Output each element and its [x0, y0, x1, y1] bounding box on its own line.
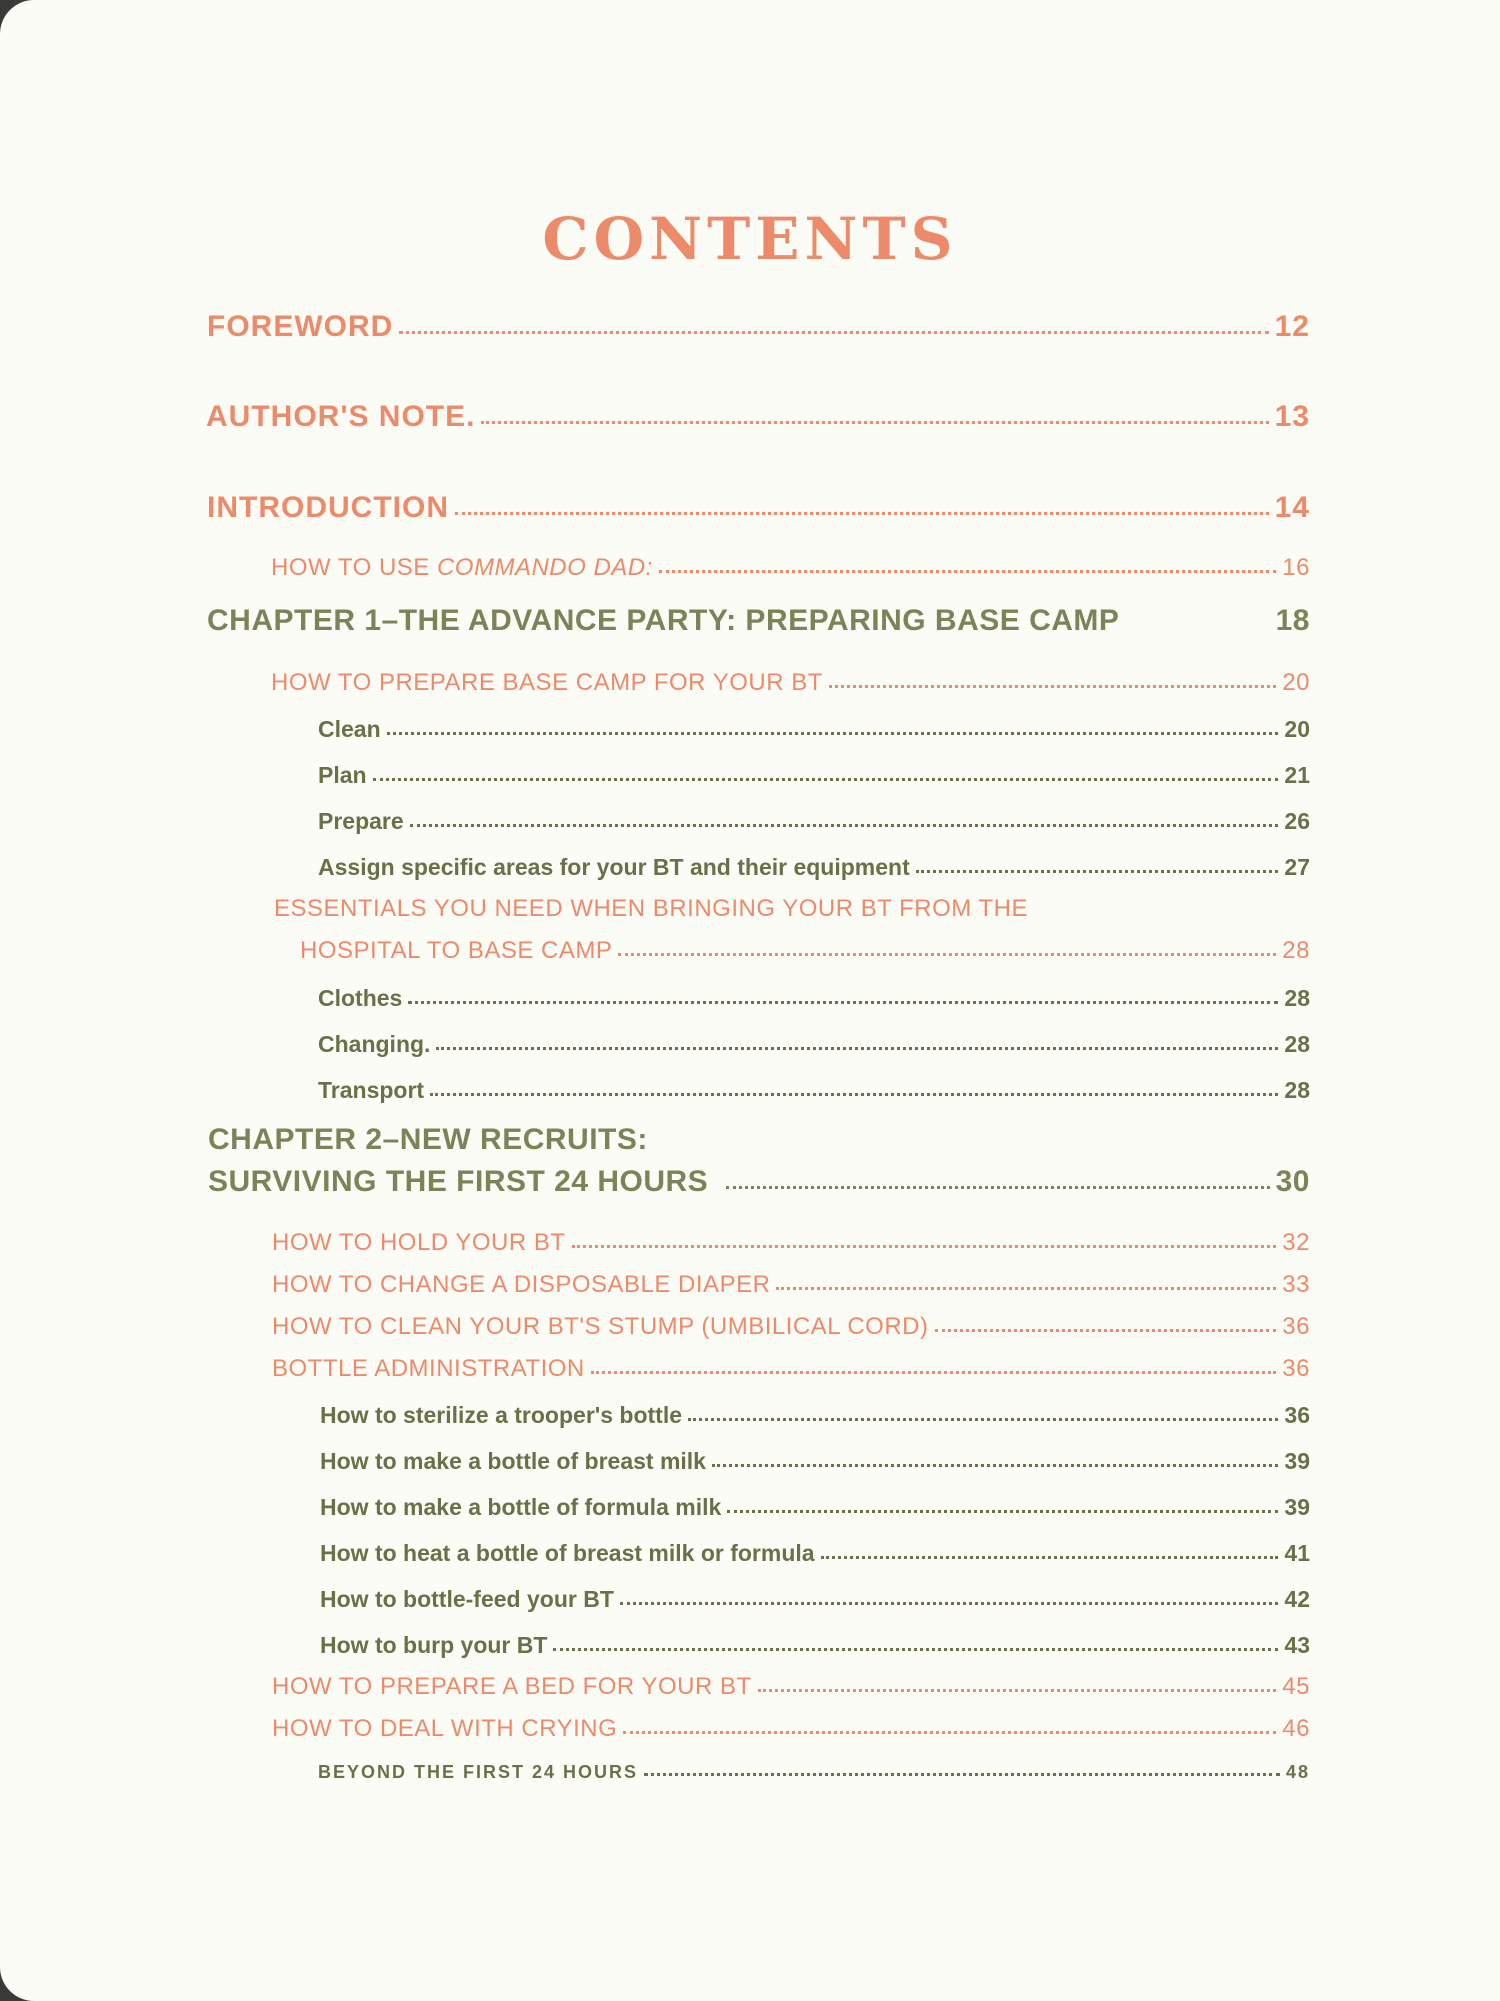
toc-entry-label: Changing. [318, 1031, 431, 1057]
toc-entry-sterilize[interactable] [320, 1402, 1310, 1429]
toc-entry-label: SURVIVING THE FIRST 24 HOURS [208, 1165, 709, 1198]
toc-entry-clothes[interactable] [318, 985, 1310, 1012]
toc-entry-prepare[interactable] [318, 808, 1310, 835]
toc-entry-label: HOW TO CLEAN YOUR BT'S STUMP (UMBILICAL CORD) [272, 1313, 929, 1340]
toc-entry-breast-milk[interactable] [320, 1448, 1310, 1475]
toc-entry-label: HOW TO DEAL WITH CRYING [272, 1715, 618, 1742]
toc-page-number: 33 [1282, 1271, 1310, 1298]
dot-leader [916, 870, 1279, 873]
toc-entry-transport[interactable] [318, 1077, 1310, 1104]
dot-leader [688, 1418, 1278, 1421]
dot-leader [623, 1731, 1276, 1734]
dot-leader [618, 953, 1276, 956]
dot-leader [776, 1287, 1276, 1290]
toc-entry-heat[interactable] [320, 1540, 1310, 1567]
toc-page-number: 43 [1284, 1632, 1310, 1658]
toc-entry-label: Clothes [318, 985, 403, 1011]
dot-leader [408, 1001, 1278, 1004]
toc-entry-label: How to make a bottle of breast milk [320, 1448, 706, 1474]
toc-page-number: 39 [1284, 1494, 1310, 1520]
toc-page-number: 36 [1282, 1313, 1310, 1340]
toc-entry-label: HOSPITAL TO BASE CAMP [300, 937, 613, 964]
toc-entry-introduction[interactable] [207, 491, 1310, 525]
toc-entry-label: HOW TO PREPARE BASE CAMP FOR YOUR BT [271, 669, 823, 696]
toc-page-number: 20 [1284, 716, 1310, 742]
dot-leader [373, 778, 1279, 781]
toc-entry-label: HOW TO PREPARE A BED FOR YOUR BT [272, 1673, 752, 1700]
toc-chapter-1[interactable] [207, 604, 1310, 638]
toc-entry-diaper[interactable] [272, 1271, 1310, 1299]
toc-page-number: 36 [1282, 1355, 1310, 1382]
toc-entry-plan[interactable] [318, 762, 1310, 789]
toc-page-number: 28 [1282, 937, 1310, 964]
dot-leader [387, 732, 1279, 735]
toc-entry-bottle-administration[interactable] [272, 1355, 1310, 1383]
toc-entry-label: Assign specific areas for your BT and their equipment [318, 854, 910, 880]
toc-page-number: 36 [1284, 1402, 1310, 1428]
toc-entry-label: HOW TO CHANGE A DISPOSABLE DIAPER [272, 1271, 771, 1298]
dot-leader [659, 570, 1276, 573]
toc-entry-label: How to bottle-feed your BT [320, 1586, 614, 1612]
toc-entry-label: How to heat a bottle of breast milk or formula [320, 1540, 815, 1566]
toc-entry-label: Clean [318, 716, 381, 742]
toc-entry-essentials-line1[interactable]: ESSENTIALS YOU NEED WHEN BRINGING YOUR BT FROM THE [274, 895, 1029, 922]
dot-leader [644, 1773, 1280, 1776]
toc-chapter-2-line1[interactable]: CHAPTER 2–NEW RECRUITS: [208, 1123, 648, 1156]
page-title: CONTENTS [542, 205, 958, 273]
toc-entry-changing[interactable] [318, 1031, 1310, 1058]
toc-entry-label: FOREWORD [207, 310, 394, 343]
toc-page-number: 30 [1275, 1165, 1310, 1198]
toc-page-number: 32 [1282, 1229, 1310, 1256]
toc-entry-formula-milk[interactable] [320, 1494, 1310, 1521]
dot-leader [821, 1556, 1279, 1559]
toc-page-number: 46 [1282, 1715, 1310, 1742]
toc-entry-assign[interactable] [318, 854, 1310, 881]
toc-entry-prepare-base-camp[interactable] [271, 669, 1310, 697]
toc-entry-foreword[interactable] [207, 310, 1310, 344]
toc-page-number: 21 [1284, 762, 1310, 788]
toc-page-number: 27 [1284, 854, 1310, 880]
toc-entry-label: HOW TO USE COMMANDO DAD: [271, 554, 653, 581]
toc-page-number: 16 [1282, 554, 1310, 581]
dot-leader [455, 512, 1269, 515]
toc-page-number: 26 [1284, 808, 1310, 834]
toc-entry-label: CHAPTER 1–THE ADVANCE PARTY: PREPARING BASE CAMP [207, 604, 1120, 637]
toc-page-number: 20 [1282, 669, 1310, 696]
toc-page-number: 42 [1284, 1586, 1310, 1612]
dot-leader [758, 1689, 1277, 1692]
toc-entry-essentials[interactable] [300, 937, 1310, 965]
dot-leader [935, 1329, 1277, 1332]
toc-page-number: 48 [1285, 1762, 1310, 1782]
toc-entry-how-to-use[interactable] [271, 554, 1310, 582]
toc-page-number: 28 [1284, 985, 1310, 1011]
toc-entry-label: HOW TO HOLD YOUR BT [272, 1229, 566, 1256]
toc-page-number: 12 [1274, 310, 1310, 343]
toc-entry-label: INTRODUCTION [207, 491, 449, 524]
toc-page-number: 41 [1284, 1540, 1310, 1566]
toc-page-number: 45 [1282, 1673, 1310, 1700]
toc-entry-label: How to burp your BT [320, 1632, 548, 1658]
toc-entry-label: How to sterilize a trooper's bottle [320, 1402, 683, 1428]
dot-leader [553, 1648, 1278, 1651]
toc-entry-label: Prepare [318, 808, 404, 834]
book-title-italic: COMMANDO DAD: [436, 554, 653, 581]
toc-entry-label: Transport [318, 1077, 425, 1103]
dot-leader [829, 685, 1276, 688]
dot-leader [572, 1245, 1277, 1248]
toc-entry-stump[interactable] [272, 1313, 1310, 1341]
dot-leader [481, 421, 1268, 424]
toc-page-number: 18 [1275, 604, 1310, 637]
toc-entry-label: BOTTLE ADMINISTRATION [272, 1355, 585, 1382]
toc-entry-bottle-feed[interactable] [320, 1586, 1310, 1613]
dot-leader [399, 331, 1268, 334]
toc-chapter-2[interactable] [208, 1165, 1310, 1199]
toc-entry-label: How to make a bottle of formula milk [320, 1494, 722, 1520]
dot-leader [712, 1464, 1278, 1467]
dot-leader [727, 1510, 1278, 1513]
toc-page-number: 28 [1284, 1077, 1310, 1103]
toc-entry-hold[interactable] [272, 1229, 1310, 1257]
toc-entry-label: Plan [318, 762, 367, 788]
toc-entry-crying[interactable] [272, 1715, 1310, 1743]
toc-entry-clean[interactable] [318, 716, 1310, 743]
dot-leader [591, 1371, 1277, 1374]
toc-page-number: 39 [1284, 1448, 1310, 1474]
toc-entry-label: AUTHOR'S NOTE. [206, 400, 476, 433]
dot-leader [726, 1186, 1269, 1189]
toc-entry-beyond[interactable] [318, 1762, 1310, 1783]
toc-page-number: 13 [1274, 400, 1310, 433]
toc-page-number: 14 [1274, 491, 1310, 524]
toc-entry-bed[interactable] [272, 1673, 1310, 1701]
dot-leader [436, 1047, 1278, 1050]
toc-entry-authors-note[interactable] [206, 400, 1310, 434]
toc-entry-label: BEYOND THE FIRST 24 HOURS [318, 1762, 639, 1782]
toc-page-number: 28 [1284, 1031, 1310, 1057]
dot-leader [620, 1602, 1279, 1605]
dot-leader [410, 824, 1279, 827]
dot-leader [430, 1093, 1278, 1096]
toc-entry-burp[interactable] [320, 1632, 1310, 1659]
